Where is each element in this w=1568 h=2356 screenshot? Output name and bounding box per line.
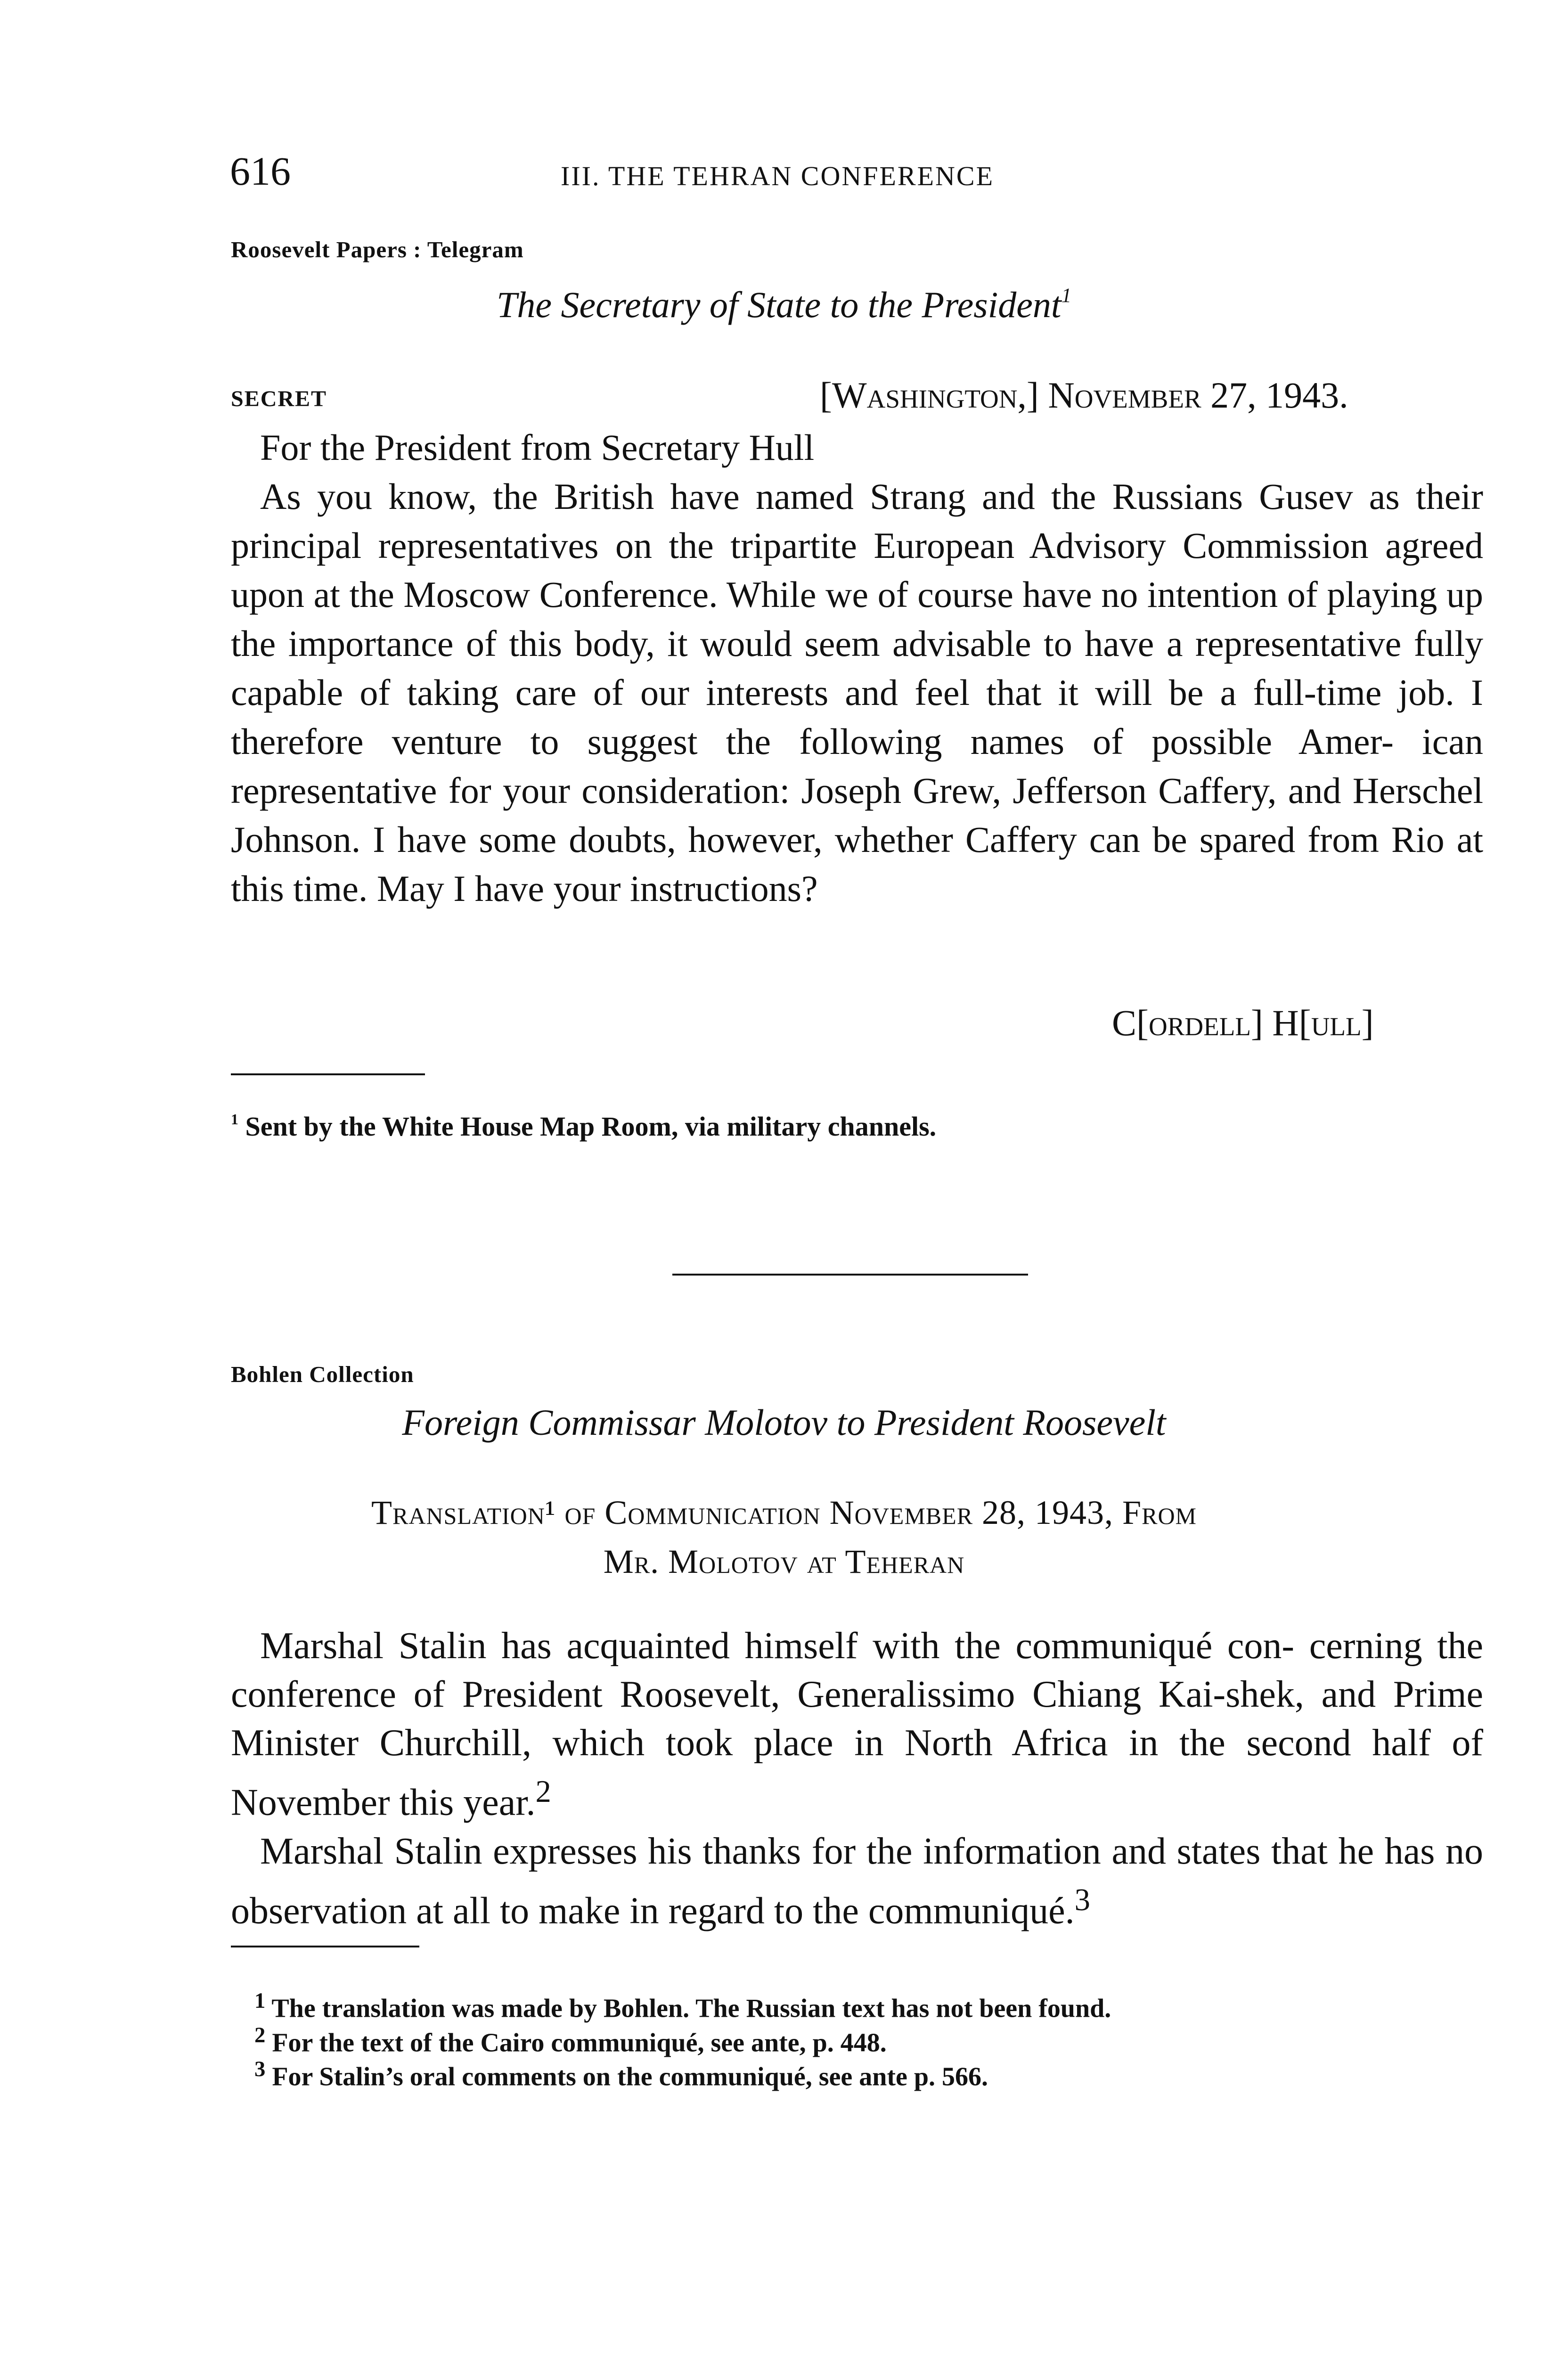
- translation-heading-line-2: Mr. Molotov at Teheran: [603, 1543, 965, 1580]
- translation-footnote-3: [254, 2056, 1489, 2090]
- page-number: 616: [230, 148, 291, 194]
- telegram-paragraph: As you know, the British have named Strang and the Russians Gusev as their principal representatives on the tripartite European Advisory Commission agreed upon at the Moscow Conference. While we of course have no intention of playing up the importance of this body, it would seem advisable to have a representative fully capable of taking care of our interests and feel that it will be a full-time job. I therefore venture to suggest the following names of possible Amer- ican representative for your consideration: Joseph Grew, Jefferson Caffery, and Herschel Johnson. I have some doubts, however, whether Caffery can be spared from Rio at this time. May I have your instructions?: [231, 476, 1483, 909]
- source-roosevelt-papers: Roosevelt Papers : Telegram: [231, 237, 524, 262]
- translation-footnote-1-text: The translation was made by Bohlen. The Russian text has not been found.: [271, 1994, 1111, 2023]
- translation-paragraph-2: [231, 1827, 1483, 1936]
- telegram-title-text: The Secretary of State to the President: [496, 284, 1062, 325]
- telegram-dateline: [820, 377, 1348, 414]
- classification-label: SECRET: [231, 386, 327, 411]
- footnote-marker: 1: [231, 1111, 238, 1128]
- translation-footnote-1: [254, 1988, 1489, 2022]
- salutation: For the President from Secretary Hull: [260, 427, 815, 468]
- translation-body: [231, 1622, 1483, 1935]
- telegram-title-footnote-marker: 1: [1061, 284, 1072, 307]
- translation-paragraph-1: [231, 1622, 1483, 1827]
- translation-footnote-2-marker: 2: [254, 2022, 266, 2047]
- translation-footnote-1-marker: 1: [254, 1988, 266, 2013]
- dateline-text: [Washington,] November 27, 1943.: [820, 375, 1348, 416]
- translation-heading-line-1: Translation¹ of Communication November 28, 1943, From: [371, 1494, 1197, 1531]
- translation-paragraph-1-note: 2: [535, 1775, 551, 1809]
- translation-footnote-2-text: For the text of the Cairo communiqué, see ante, p. 448.: [272, 2028, 887, 2058]
- telegram-footnote: [231, 1113, 936, 1140]
- section-divider: [672, 1274, 1028, 1276]
- translation-paragraph-1-text: Marshal Stalin has acquainted himself with the communiqué con- cerning the conference of President Roosevelt, Generalissimo Chiang Kai-shek, and Prime Minister Churchill, which took place in North Africa in the second half of November this year.: [231, 1625, 1483, 1824]
- telegram-title: [0, 286, 1568, 323]
- signature: [1112, 1002, 1374, 1043]
- translation-document-title: Foreign Commissar Molotov to President Roosevelt: [402, 1402, 1166, 1443]
- signature-text: C[ordell] H[ull]: [1112, 1002, 1374, 1043]
- running-head: III. THE TEHRAN CONFERENCE: [561, 161, 995, 191]
- footnote-rule-2: [231, 1946, 419, 1947]
- footnote-text: Sent by the White House Map Room, via military channels.: [245, 1111, 937, 1142]
- translation-footnote-2: [254, 2022, 1489, 2056]
- translation-footnotes: [254, 1988, 1489, 2090]
- translation-footnote-3-text: For Stalin’s oral comments on the communiqué, see ante p. 566.: [272, 2062, 988, 2092]
- source-bohlen-collection: Bohlen Collection: [231, 1361, 414, 1387]
- translation-paragraph-2-note: 3: [1074, 1882, 1090, 1917]
- translation-paragraph-2-text: Marshal Stalin expresses his thanks for the information and states that he has no observation at all to make in regard to the communiqué.: [231, 1830, 1483, 1932]
- translation-footnote-3-marker: 3: [254, 2057, 266, 2082]
- footnote-rule: [231, 1073, 425, 1075]
- translation-heading: [0, 1488, 1568, 1586]
- telegram-body: [231, 423, 1483, 913]
